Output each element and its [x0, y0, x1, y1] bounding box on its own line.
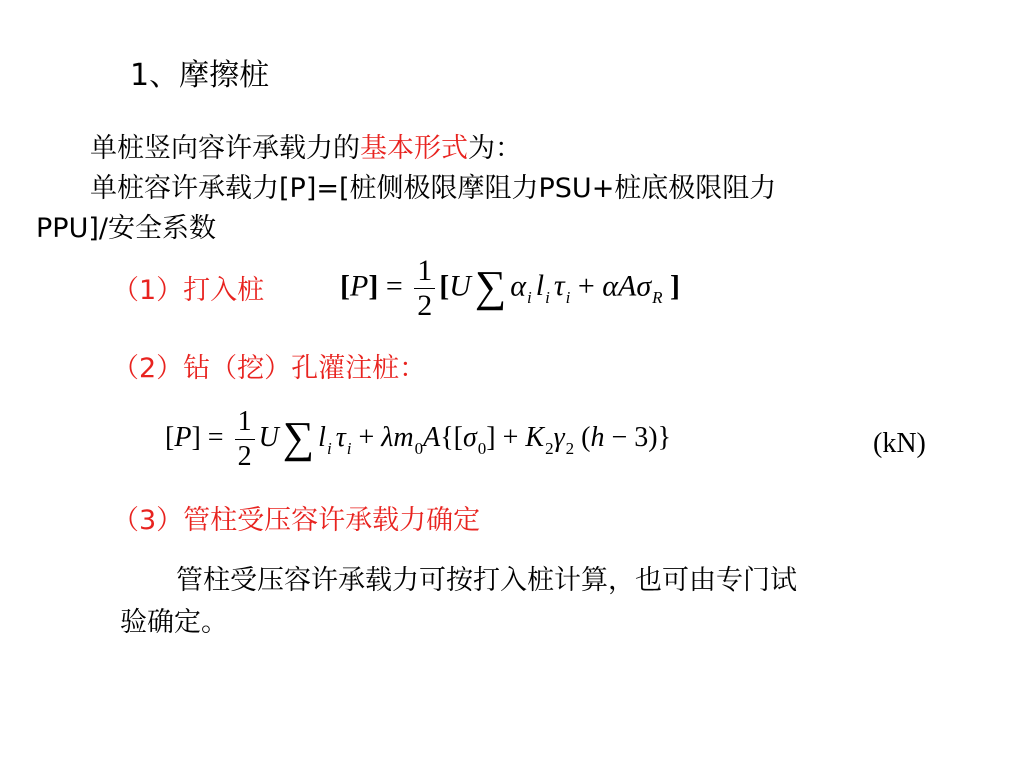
case3-label: （3）管柱受压容许承载力确定: [112, 505, 481, 536]
definition-prefix: 单桩竖向容许承载力的: [90, 133, 360, 164]
formula-driven-pile: [P] = $\frac{1}{2}$ [U∑ $\alpha_i$ $l_i$ $\tau_i + \alpha A\sigma_R$ ]: [340, 254, 681, 322]
formula-description-continuation: PPU]/安全系数: [36, 213, 216, 244]
formula-description-line: 单桩容许承载力[P]=[桩侧极限摩阻力PSU+桩底极限阻力: [90, 173, 777, 204]
case2-label: （2）钻（挖）孔灌注桩：: [112, 353, 427, 384]
case1-label: （1）打入桩: [112, 275, 265, 306]
formula-unit: (kN): [873, 428, 926, 459]
definition-highlight: 基本形式: [360, 133, 468, 164]
definition-line: [90, 130, 522, 168]
fraction-one-half-2: $\frac{1}{2}$: [235, 405, 255, 474]
formula-bored-pile: [P] = $\frac{1}{2}$ U∑ $l_i$ $\tau_i + \lambda m_0A\{[\sigma_0] + K_2\gamma_2$ (h − 3)}: [165, 406, 672, 472]
paragraph-line-2: 验确定。: [120, 607, 228, 638]
definition-suffix: 为：: [468, 133, 522, 164]
fraction-one-half: $\frac{1}{2}$: [414, 254, 435, 323]
slide-title: 1、摩擦桩: [130, 58, 270, 93]
paragraph-line-1: 管柱受压容许承载力可按打入桩计算，也可由专门试: [176, 565, 797, 596]
